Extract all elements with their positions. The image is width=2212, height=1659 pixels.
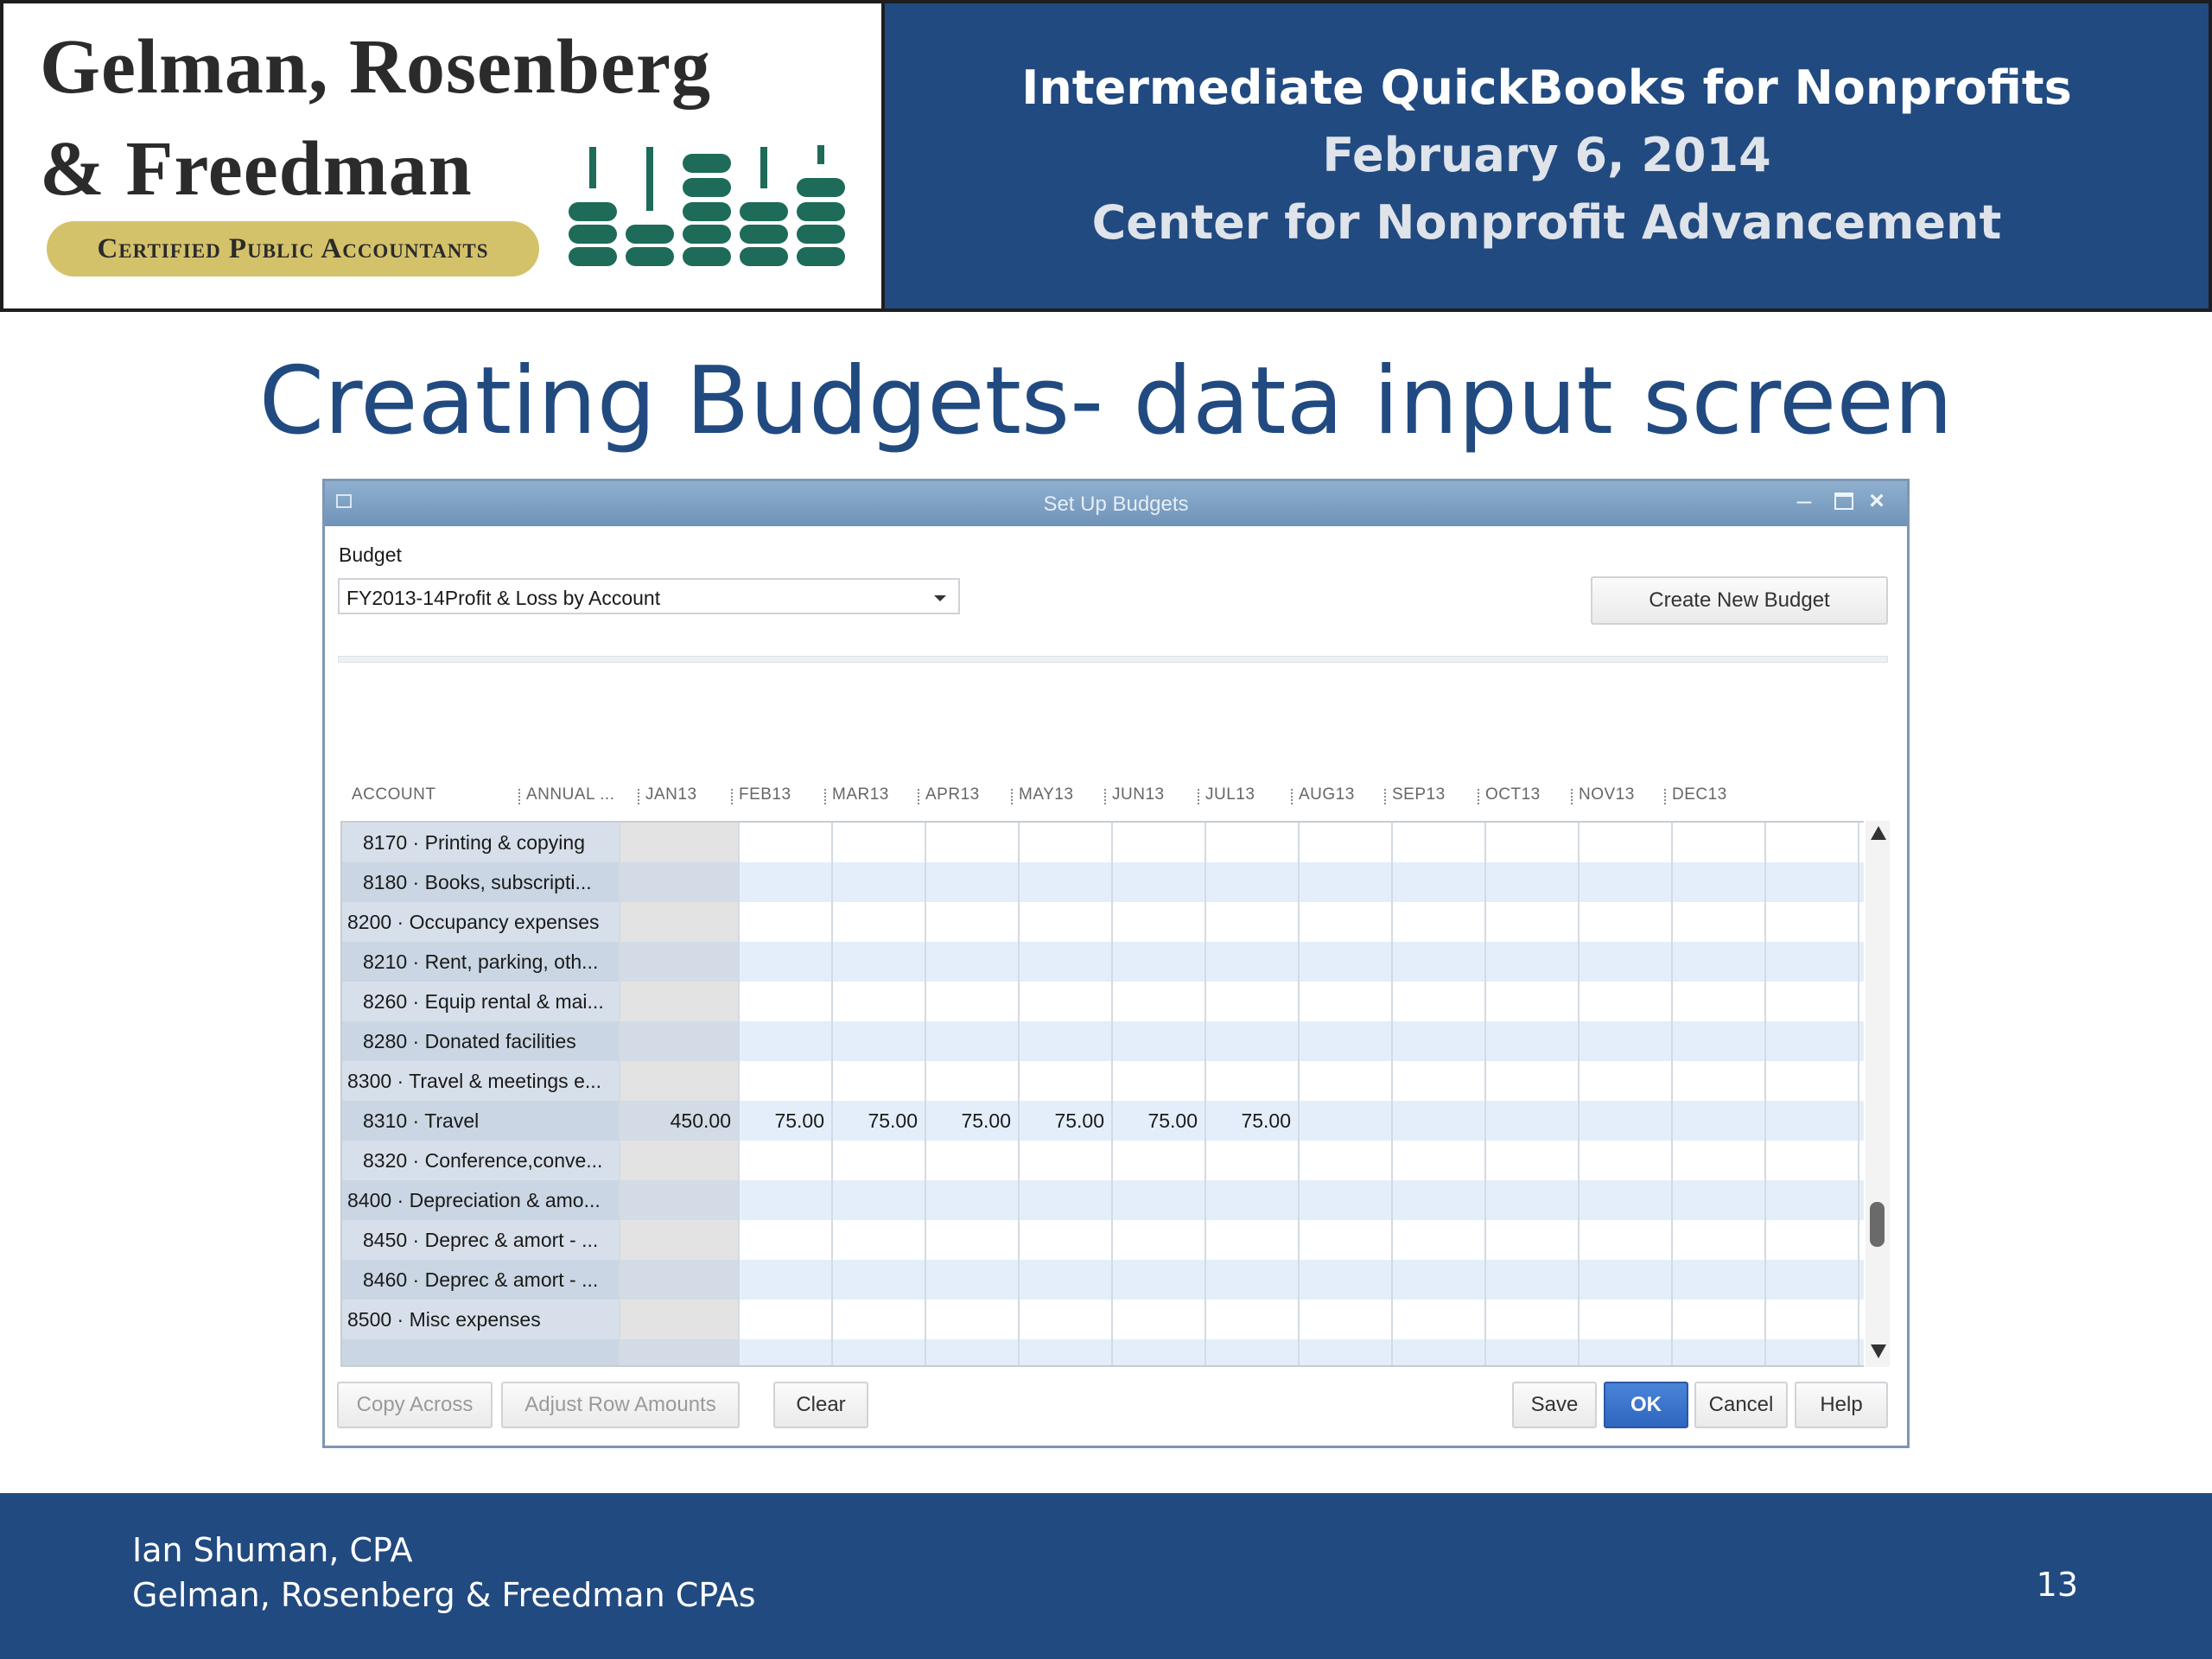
month-cell[interactable] [833,1180,926,1220]
slide-header [0,0,2212,314]
slide-title: Creating Budgets- data input screen [258,347,1954,455]
month-cell[interactable] [1673,823,1766,862]
month-cell[interactable] [1486,1101,1580,1141]
month-cell[interactable] [1020,982,1113,1021]
scroll-down-icon[interactable] [1871,1344,1886,1358]
month-cell[interactable] [1020,1061,1113,1101]
month-cell[interactable] [1766,1061,1859,1101]
annual-cell[interactable] [620,942,740,982]
month-cell[interactable] [833,1021,926,1061]
vertical-scrollbar[interactable] [1866,821,1890,1367]
col-header-jul13[interactable]: JUL13 [1205,785,1255,804]
annual-cell[interactable] [620,1300,740,1339]
month-cell[interactable] [1580,1021,1673,1061]
month-cell[interactable] [1393,823,1486,862]
account-cell[interactable]: 8500 · Misc expenses [342,1300,620,1339]
col-header-aug13[interactable]: AUG13 [1299,785,1355,804]
month-cell[interactable] [1206,902,1300,942]
month-cell[interactable] [1300,1180,1393,1220]
month-cell[interactable] [1393,1260,1486,1300]
month-cell[interactable] [833,862,926,902]
presenter-name: Ian Shuman, CPA [132,1531,413,1569]
account-cell[interactable] [342,1339,620,1367]
month-cell[interactable] [1020,1180,1113,1220]
month-cell[interactable] [1580,862,1673,902]
month-cell[interactable] [926,1220,1020,1260]
scroll-thumb[interactable] [1870,1202,1885,1247]
page-number: 13 [2036,1566,2078,1604]
month-cell[interactable] [833,982,926,1021]
month-cell[interactable] [1673,1339,1766,1367]
month-cell[interactable] [1393,982,1486,1021]
month-cell[interactable] [926,1021,1020,1061]
month-cell[interactable] [740,1061,833,1101]
table-row[interactable] [342,1339,1864,1367]
month-cell[interactable] [1113,982,1206,1021]
table-row[interactable] [342,1141,1864,1180]
month-cell[interactable] [1206,942,1300,982]
account-cell[interactable]: 8450 · Deprec & amort - ... [342,1220,620,1260]
table-row[interactable] [342,1300,1864,1339]
create-new-budget-button[interactable]: Create New Budget [1591,576,1888,625]
course-title: Intermediate QuickBooks for Nonprofits [1021,60,2072,115]
month-cell[interactable] [1486,942,1580,982]
month-cell[interactable] [1580,1061,1673,1101]
annual-cell[interactable] [620,1180,740,1220]
month-cell[interactable] [1766,902,1859,942]
month-cell[interactable] [1113,1300,1206,1339]
annual-cell[interactable] [620,823,740,862]
month-cell[interactable] [1673,902,1766,942]
help-button[interactable]: Help [1795,1382,1888,1428]
account-cell[interactable]: 8170 · Printing & copying [342,823,620,862]
account-cell[interactable]: 8280 · Donated facilities [342,1021,620,1061]
annual-cell[interactable] [620,982,740,1021]
col-header-dec13[interactable]: DEC13 [1672,785,1727,804]
month-cell[interactable] [926,1260,1020,1300]
set-up-budgets-dialog [322,479,1910,1448]
table-row[interactable] [342,1220,1864,1260]
month-cell[interactable] [1206,1061,1300,1101]
month-cell[interactable] [1206,1220,1300,1260]
month-cell[interactable] [1393,1180,1486,1220]
month-cell[interactable] [1020,1260,1113,1300]
course-venue: Center for Nonprofit Advancement [1091,195,2002,250]
minimize-icon[interactable]: – [1796,486,1812,515]
month-cell[interactable] [740,1141,833,1180]
separator [338,656,1888,663]
account-cell[interactable]: 8210 · Rent, parking, oth... [342,942,620,982]
month-cell[interactable] [740,862,833,902]
month-cell[interactable] [926,902,1020,942]
month-cell[interactable] [1486,902,1580,942]
month-cell[interactable] [1020,1300,1113,1339]
month-cell[interactable] [1673,942,1766,982]
month-cell[interactable] [1766,1180,1859,1220]
month-cell[interactable] [1486,1061,1580,1101]
month-cell[interactable] [740,942,833,982]
account-cell[interactable]: 8260 · Equip rental & mai... [342,982,620,1021]
month-cell[interactable] [740,1180,833,1220]
month-cell[interactable] [926,862,1020,902]
month-cell[interactable] [1206,1260,1300,1300]
table-row[interactable] [342,1260,1864,1300]
month-cell[interactable] [1580,1300,1673,1339]
month-cell[interactable] [926,1339,1020,1367]
month-cell[interactable] [1206,823,1300,862]
month-cell[interactable] [1673,1141,1766,1180]
month-cell[interactable] [1393,1141,1486,1180]
col-header-feb13[interactable]: FEB13 [739,785,791,804]
budget-select[interactable] [338,578,960,614]
annual-cell[interactable] [620,1220,740,1260]
month-cell[interactable] [1300,1021,1393,1061]
abacus-logo-icon [565,142,859,280]
month-cell[interactable] [1020,823,1113,862]
month-cell[interactable] [1580,982,1673,1021]
month-cell[interactable] [1113,1141,1206,1180]
month-cell[interactable] [1020,902,1113,942]
month-cell[interactable] [1300,1300,1393,1339]
month-cell[interactable] [1486,1220,1580,1260]
month-cell[interactable] [1486,1300,1580,1339]
month-cell[interactable] [1300,1220,1393,1260]
table-row[interactable] [342,902,1864,942]
month-cell[interactable] [1020,942,1113,982]
month-cell[interactable] [1673,1101,1766,1141]
month-cell[interactable] [740,982,833,1021]
month-cell[interactable] [1206,1180,1300,1220]
month-cell[interactable] [740,823,833,862]
month-cell[interactable] [1580,1101,1673,1141]
month-cell[interactable] [1766,862,1859,902]
budget-grid [340,821,1864,1367]
month-cell[interactable]: 75.00 [926,1101,1020,1141]
course-banner [885,0,2212,312]
adjust-row-amounts-button[interactable]: Adjust Row Amounts [501,1382,740,1428]
month-cell[interactable] [1020,862,1113,902]
month-cell[interactable] [1580,1141,1673,1180]
dialog-titlebar[interactable] [325,481,1907,526]
month-cell[interactable] [1486,1260,1580,1300]
month-cell[interactable] [1113,942,1206,982]
col-header-jan13[interactable]: JAN13 [645,785,697,804]
month-cell[interactable] [1020,1220,1113,1260]
month-cell[interactable]: 75.00 [1113,1101,1206,1141]
month-cell[interactable] [1766,1021,1859,1061]
col-header-oct13[interactable]: OCT13 [1485,785,1541,804]
month-cell[interactable] [740,1260,833,1300]
presenter-firm: Gelman, Rosenberg & Freedman CPAs [132,1576,756,1614]
month-cell[interactable] [1486,1339,1580,1367]
annual-cell[interactable] [620,1339,740,1367]
table-row[interactable] [342,1101,1864,1141]
month-cell[interactable] [1206,1141,1300,1180]
month-cell[interactable] [1113,862,1206,902]
month-cell[interactable] [1113,1180,1206,1220]
account-cell[interactable]: 8460 · Deprec & amort - ... [342,1260,620,1300]
maximize-icon[interactable] [1834,493,1853,510]
month-cell[interactable] [1580,902,1673,942]
month-cell[interactable] [1393,1061,1486,1101]
month-cell[interactable] [1020,1141,1113,1180]
month-cell[interactable] [1020,1339,1113,1367]
month-cell[interactable] [1486,982,1580,1021]
account-cell[interactable]: 8400 · Depreciation & amo... [342,1180,620,1220]
dialog-title: Set Up Budgets [1043,493,1189,516]
month-cell[interactable] [833,902,926,942]
month-cell[interactable] [1300,1141,1393,1180]
grid-column-headers [338,785,1876,811]
month-cell[interactable] [1580,1339,1673,1367]
month-cell[interactable] [1300,982,1393,1021]
month-cell[interactable] [926,1300,1020,1339]
month-cell[interactable] [1766,823,1859,862]
month-cell[interactable] [1113,902,1206,942]
month-cell[interactable] [1393,862,1486,902]
col-header-jun13[interactable]: JUN13 [1112,785,1165,804]
account-cell[interactable]: 8180 · Books, subscripti... [342,862,620,902]
month-cell[interactable] [1393,902,1486,942]
month-cell[interactable] [1206,1339,1300,1367]
month-cell[interactable] [1300,902,1393,942]
month-cell[interactable]: 75.00 [1206,1101,1300,1141]
month-cell[interactable] [833,1300,926,1339]
month-cell[interactable] [833,1339,926,1367]
month-cell[interactable] [926,982,1020,1021]
month-cell[interactable] [1486,823,1580,862]
month-cell[interactable] [1393,1220,1486,1260]
col-header-sep13[interactable]: SEP13 [1392,785,1446,804]
col-header-account[interactable]: ACCOUNT [352,785,436,804]
month-cell[interactable] [1393,1021,1486,1061]
month-cell[interactable] [1113,823,1206,862]
month-cell[interactable] [926,823,1020,862]
month-cell[interactable] [833,1141,926,1180]
annual-cell[interactable] [620,1021,740,1061]
month-cell[interactable] [1486,1021,1580,1061]
col-header-annual[interactable]: ANNUAL ... [526,785,615,804]
col-header-apr13[interactable]: APR13 [925,785,980,804]
month-cell[interactable]: 75.00 [1020,1101,1113,1141]
month-cell[interactable] [1393,942,1486,982]
close-icon[interactable]: × [1869,486,1885,515]
month-cell[interactable] [1113,1339,1206,1367]
month-cell[interactable] [833,823,926,862]
month-cell[interactable] [1486,1180,1580,1220]
month-cell[interactable] [926,1180,1020,1220]
month-cell[interactable] [1766,1220,1859,1260]
month-cell[interactable] [1393,1339,1486,1367]
table-row[interactable] [342,1061,1864,1101]
month-cell[interactable] [1673,1021,1766,1061]
month-cell[interactable] [1300,823,1393,862]
month-cell[interactable] [1673,1260,1766,1300]
month-cell[interactable] [740,902,833,942]
month-cell[interactable] [833,1260,926,1300]
account-cell[interactable]: 8300 · Travel & meetings e... [342,1061,620,1101]
month-cell[interactable] [1673,1180,1766,1220]
table-row[interactable] [342,823,1864,862]
month-cell[interactable] [1673,1061,1766,1101]
month-cell[interactable] [1206,982,1300,1021]
month-cell[interactable] [1113,1260,1206,1300]
month-cell[interactable] [926,942,1020,982]
annual-cell[interactable] [620,1141,740,1180]
scroll-up-icon[interactable] [1871,826,1886,840]
month-cell[interactable] [1580,1260,1673,1300]
month-cell[interactable] [926,1141,1020,1180]
save-button[interactable]: Save [1512,1382,1597,1428]
month-cell[interactable] [1580,942,1673,982]
course-date: February 6, 2014 [1322,128,1771,182]
month-cell[interactable] [1206,1300,1300,1339]
month-cell[interactable] [1766,1300,1859,1339]
month-cell[interactable] [833,1061,926,1101]
month-cell[interactable]: 75.00 [833,1101,926,1141]
month-cell[interactable] [1580,1220,1673,1260]
month-cell[interactable] [1300,1339,1393,1367]
month-cell[interactable] [740,1339,833,1367]
table-row[interactable] [342,1021,1864,1061]
month-cell[interactable] [1113,1220,1206,1260]
month-cell[interactable] [1300,862,1393,902]
month-cell[interactable] [1766,942,1859,982]
annual-cell[interactable] [620,1260,740,1300]
month-cell[interactable] [740,1300,833,1339]
month-cell[interactable] [740,1021,833,1061]
month-cell[interactable] [1766,1339,1859,1367]
col-header-mar13[interactable]: MAR13 [832,785,889,804]
cancel-button[interactable]: Cancel [1694,1382,1788,1428]
month-cell[interactable] [1486,862,1580,902]
month-cell[interactable] [1393,1300,1486,1339]
table-row[interactable] [342,982,1864,1021]
annual-cell[interactable]: 450.00 [620,1101,740,1141]
col-header-nov13[interactable]: NOV13 [1579,785,1635,804]
logo-tagline: Certified Public Accountants [97,233,489,264]
col-header-may13[interactable]: MAY13 [1019,785,1074,804]
month-cell[interactable] [1673,982,1766,1021]
month-cell[interactable] [926,1061,1020,1101]
annual-cell[interactable] [620,902,740,942]
month-cell[interactable] [1766,1141,1859,1180]
dropdown-arrow-icon[interactable] [934,595,946,601]
month-cell[interactable] [740,1220,833,1260]
month-cell[interactable] [1113,1061,1206,1101]
table-row[interactable] [342,862,1864,902]
month-cell[interactable] [1673,1220,1766,1260]
month-cell[interactable] [833,942,926,982]
month-cell[interactable] [1673,862,1766,902]
month-cell[interactable] [1673,1300,1766,1339]
annual-cell[interactable] [620,1061,740,1101]
month-cell[interactable] [1113,1021,1206,1061]
account-cell[interactable]: 8320 · Conference,conve... [342,1141,620,1180]
month-cell[interactable] [1300,1061,1393,1101]
budget-select-value: FY2013-14Profit & Loss by Account [346,587,661,609]
month-cell[interactable] [1580,823,1673,862]
budget-label: Budget [339,543,402,566]
month-cell[interactable] [1486,1141,1580,1180]
month-cell[interactable] [1766,1260,1859,1300]
clear-button[interactable]: Clear [773,1382,868,1428]
table-row[interactable] [342,1180,1864,1220]
month-cell[interactable] [1393,1101,1486,1141]
logo-line-1: Gelman, Rosenberg [40,24,711,110]
month-cell[interactable] [1766,982,1859,1021]
ok-button[interactable]: OK [1604,1382,1688,1428]
firm-logo [0,0,885,312]
copy-across-button[interactable]: Copy Across [337,1382,493,1428]
month-cell[interactable] [1300,1101,1393,1141]
month-cell[interactable]: 75.00 [740,1101,833,1141]
slide-footer [0,1493,2212,1659]
account-cell[interactable]: 8310 · Travel [342,1101,620,1141]
month-cell[interactable] [833,1220,926,1260]
month-cell[interactable] [1020,1021,1113,1061]
month-cell[interactable] [1766,1101,1859,1141]
month-cell[interactable] [1206,1021,1300,1061]
month-cell[interactable] [1300,942,1393,982]
month-cell[interactable] [1300,1260,1393,1300]
month-cell[interactable] [1580,1180,1673,1220]
logo-line-2: & Freedman [40,126,473,212]
annual-cell[interactable] [620,862,740,902]
account-cell[interactable]: 8200 · Occupancy expenses [342,902,620,942]
month-cell[interactable] [1206,862,1300,902]
table-row[interactable] [342,942,1864,982]
logo-tagline-badge [47,221,539,276]
